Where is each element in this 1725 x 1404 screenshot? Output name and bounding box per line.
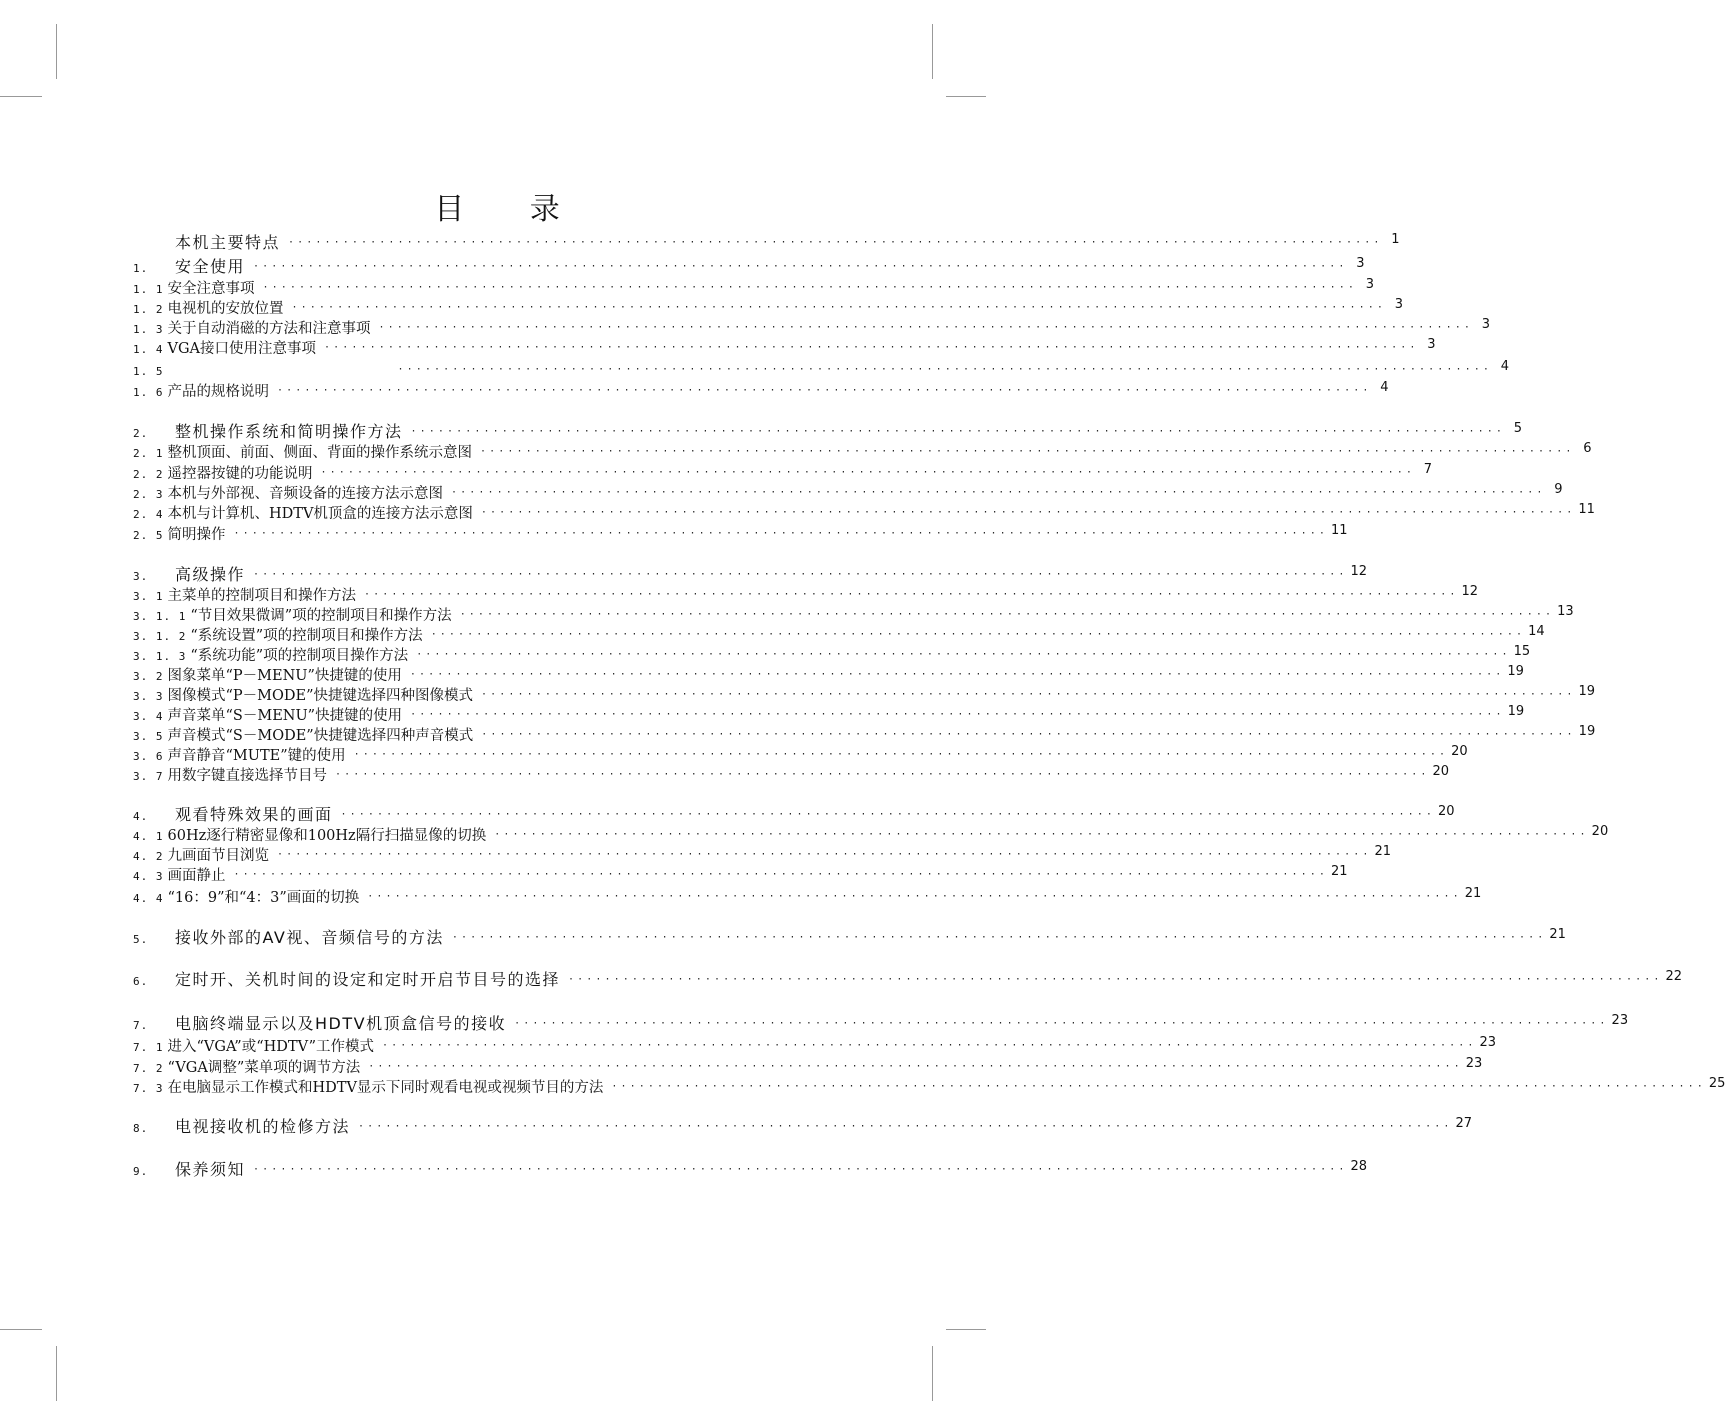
toc-entry xyxy=(133,1035,1497,1056)
toc-leader-dots: ························································································································ xyxy=(320,467,1415,478)
toc-entry-number: 3. 6 xyxy=(133,750,164,763)
toc-entry-page-number: 4 xyxy=(1380,380,1389,395)
toc-entry-title: 图象菜单“P－MENU”快捷键的使用 xyxy=(167,668,402,684)
toc-leader-dots: ························································································································ xyxy=(358,1121,1453,1132)
toc-entry xyxy=(133,584,1479,605)
toc-entry-number: 2. 3 xyxy=(133,488,164,501)
toc-entry xyxy=(133,604,1574,625)
toc-entry-number: 1. xyxy=(133,262,149,275)
toc-entry xyxy=(133,1116,1473,1137)
toc-entry-title: 主菜单的控制项目和操作方法 xyxy=(167,588,356,604)
toc-entry-page-number: 23 xyxy=(1479,1035,1497,1050)
toc-entry xyxy=(133,764,1450,785)
toc-entry xyxy=(133,462,1432,483)
toc-entry-number: 3. 1. 2 xyxy=(133,630,187,643)
toc-entry-page-number: 21 xyxy=(1464,886,1482,901)
toc-entry xyxy=(133,297,1403,318)
toc-entry xyxy=(133,844,1392,865)
toc-entry-page-number: 20 xyxy=(1451,744,1468,759)
toc-entry-page-number: 3 xyxy=(1365,277,1374,292)
toc-entry-page-number: 27 xyxy=(1455,1116,1473,1131)
toc-entry-page-number: 15 xyxy=(1513,644,1531,659)
toc-leader-dots: ························································································································ xyxy=(451,932,1547,943)
toc-leader-dots: ························································································································ xyxy=(233,869,1328,880)
toc-entry-title: 声音菜单“S－MENU”快捷键的使用 xyxy=(167,708,403,724)
toc-entry-page-number: 1 xyxy=(1391,232,1400,247)
crop-mark xyxy=(946,96,986,97)
toc-entry xyxy=(133,969,1683,990)
toc-entry-number: 6. xyxy=(133,975,149,988)
toc-entry-number: 2. 2 xyxy=(133,468,164,481)
crop-mark xyxy=(932,24,933,79)
toc-entry-page-number: 25 xyxy=(1708,1076,1725,1091)
toc-entry-page-number: 4 xyxy=(1500,359,1509,374)
toc-entry-number: 3. 1 xyxy=(133,590,164,603)
toc-entry-title: 进入“VGA”或“HDTV”工作模式 xyxy=(167,1039,374,1055)
toc-entry-number: 3. 2 xyxy=(133,670,164,683)
toc-entry xyxy=(133,421,1522,442)
crop-mark xyxy=(56,1346,57,1401)
toc-entry-number: 4. 3 xyxy=(133,870,164,883)
toc-entry-page-number: 21 xyxy=(1374,844,1392,859)
toc-entry-page-number: 12 xyxy=(1461,584,1479,599)
toc-entry xyxy=(133,1159,1368,1180)
toc-entry-page-number: 22 xyxy=(1665,969,1683,984)
toc-leader-dots: ························································································································ xyxy=(480,507,1576,518)
toc-entry xyxy=(133,277,1374,298)
toc-entry-number: 1. 1 xyxy=(133,283,164,296)
toc-leader-dots: ························································································································ xyxy=(410,426,1505,437)
toc-entry-title: 保养须知 xyxy=(175,1160,246,1179)
toc-entry-number: 7. 2 xyxy=(133,1062,164,1075)
toc-leader-dots: ························································································································ xyxy=(451,487,1546,498)
toc-entry-title: 声音模式“S－MODE”快捷键选择四种声音模式 xyxy=(167,728,474,744)
toc-entry-number: 2. 4 xyxy=(133,508,164,521)
toc-entry-number: 5. xyxy=(133,933,149,946)
toc-entry xyxy=(133,704,1525,725)
toc-entry-page-number: 19 xyxy=(1507,704,1525,719)
toc-entry-title: 声音静音“MUTE”键的使用 xyxy=(167,748,346,764)
toc-entry-title: 在电脑显示工作模式和HDTV显示下同时观看电视或视频节目的方法 xyxy=(167,1080,604,1096)
toc-entry-number: 3. 5 xyxy=(133,730,164,743)
toc-entry xyxy=(133,337,1436,358)
toc-entry-number: 4. 1 xyxy=(133,830,164,843)
toc-entry-number: 3. 1. 1 xyxy=(133,610,187,623)
toc-entry-page-number: 21 xyxy=(1549,927,1566,942)
toc-entry xyxy=(133,502,1595,523)
toc-entry-title: 整机顶面、前面、侧面、背面的操作系统示意图 xyxy=(167,445,472,461)
toc-entry-title: 产品的规格说明 xyxy=(167,384,269,400)
crop-mark xyxy=(0,1329,42,1330)
toc-entry-title: 本机与计算机、HDTV机顶盒的连接方法示意图 xyxy=(167,506,473,522)
toc-entry-number: 3. 7 xyxy=(133,770,164,783)
toc-leader-dots: ························································································································ xyxy=(253,1164,1348,1175)
toc-leader-dots: ························································································································ xyxy=(277,849,1372,860)
toc-entry-number: 1. 5 xyxy=(133,365,164,378)
toc-entry-page-number: 23 xyxy=(1465,1056,1483,1071)
toc-entry-number: 3. 4 xyxy=(133,710,164,723)
toc-entry xyxy=(133,744,1468,765)
toc-leader-dots: ························································································································ xyxy=(367,891,1462,902)
toc-leader-dots: ························································································································ xyxy=(514,1018,1609,1029)
page-title: 目 录 xyxy=(434,192,588,227)
toc-entry-page-number: 19 xyxy=(1578,684,1596,699)
toc-entry-title: “节目效果微调”项的控制项目和操作方法 xyxy=(190,608,452,624)
toc-entry-title: 安全使用 xyxy=(175,257,246,276)
toc-entry xyxy=(133,804,1455,825)
toc-entry-title: 电脑终端显示以及HDTV机顶盒信号的接收 xyxy=(175,1014,507,1033)
toc-entry-number: 1. 4 xyxy=(133,343,164,356)
toc-leader-dots: ························································································································ xyxy=(368,1061,1463,1072)
toc-entry-title: 关于自动消磁的方法和注意事项 xyxy=(167,321,371,337)
toc-entry-page-number: 19 xyxy=(1507,664,1524,679)
toc-entry xyxy=(133,664,1524,685)
toc-entry-title: 图像模式“P－MODE”快捷键选择四种图像模式 xyxy=(167,688,474,704)
toc-leader-dots: ························································································································ xyxy=(291,302,1386,313)
toc-entry xyxy=(133,359,1509,380)
toc-entry-page-number: 20 xyxy=(1432,764,1450,779)
toc-leader-dots: ························································································································ xyxy=(430,629,1526,640)
toc-entry xyxy=(133,441,1592,462)
toc-entry-number: 1. 3 xyxy=(133,323,164,336)
toc-entry-page-number: 3 xyxy=(1427,337,1436,352)
toc-entry-title: 60Hz逐行精密显像和100Hz隔行扫描显像的切换 xyxy=(167,828,487,844)
toc-entry-page-number: 3 xyxy=(1356,256,1365,271)
toc-entry-page-number: 6 xyxy=(1583,441,1592,456)
toc-entry xyxy=(133,927,1566,948)
toc-entry-title: 画面静止 xyxy=(167,868,226,884)
toc-entry xyxy=(133,564,1368,585)
toc-entry-page-number: 13 xyxy=(1557,604,1574,619)
toc-entry-number: 1. 6 xyxy=(133,386,164,399)
toc-entry xyxy=(133,380,1389,401)
toc-leader-dots: ························································································································ xyxy=(397,364,1492,375)
toc-entry-page-number: 11 xyxy=(1330,523,1348,538)
toc-entry xyxy=(133,317,1490,338)
toc-leader-dots: ························································································································ xyxy=(324,342,1419,353)
toc-entry-title: 电视机的安放位置 xyxy=(167,301,284,317)
toc-leader-dots: ························································································································ xyxy=(364,589,1459,600)
toc-entry-title: 定时开、关机时间的设定和定时开启节目号的选择 xyxy=(175,970,561,989)
toc-entry-title: “系统功能”项的控制项目操作方法 xyxy=(190,648,409,664)
toc-entry-title: “VGA调整”菜单项的调节方法 xyxy=(167,1060,361,1076)
toc-leader-dots: ························································································································ xyxy=(568,974,1663,985)
toc-entry-page-number: 7 xyxy=(1423,462,1432,477)
toc-leader-dots: ························································································································ xyxy=(277,385,1372,396)
toc-entry-number: 1. 2 xyxy=(133,303,164,316)
toc-entry-number: 9. xyxy=(133,1165,149,1178)
toc-entry-page-number: 14 xyxy=(1528,624,1545,639)
toc-leader-dots: ························································································································ xyxy=(481,729,1576,740)
toc-entry xyxy=(133,1076,1725,1097)
toc-entry-number xyxy=(133,251,175,253)
toc-entry-number: 3. xyxy=(133,570,149,583)
toc-entry-page-number: 3 xyxy=(1481,317,1490,332)
toc-entry-title: 电视接收机的检修方法 xyxy=(175,1117,351,1136)
toc-entry-title: 简明操作 xyxy=(167,527,226,543)
toc-entry-page-number: 19 xyxy=(1578,724,1596,739)
toc-leader-dots: ························································································································ xyxy=(382,1040,1477,1051)
toc-entry-number: 2. 5 xyxy=(133,529,164,542)
toc-leader-dots: ························································································································ xyxy=(494,829,1589,840)
toc-entry-number: 7. 3 xyxy=(133,1082,164,1095)
toc-entry-page-number: 21 xyxy=(1330,864,1348,879)
toc-entry xyxy=(133,724,1596,745)
toc-entry-number: 2. 1 xyxy=(133,447,164,460)
toc-leader-dots: ························································································································ xyxy=(340,809,1435,820)
toc-entry xyxy=(133,824,1609,845)
toc-entry-page-number: 28 xyxy=(1350,1159,1368,1174)
toc-entry-page-number: 5 xyxy=(1513,421,1522,436)
toc-entry-number: 4. 2 xyxy=(133,850,164,863)
toc-entry xyxy=(133,624,1545,645)
toc-entry xyxy=(133,256,1365,277)
crop-mark xyxy=(0,96,42,97)
toc-leader-dots: ························································································································ xyxy=(335,769,1430,780)
toc-entry-number: 3. 3 xyxy=(133,690,164,703)
toc-entry-number: 2. xyxy=(133,427,149,440)
toc-entry-page-number: 9 xyxy=(1554,482,1563,497)
toc-entry-number: 4. 4 xyxy=(133,892,164,905)
toc-leader-dots: ························································································································ xyxy=(262,282,1357,293)
toc-leader-dots: ························································································································ xyxy=(416,649,1511,660)
toc-entry-number: 7. 1 xyxy=(133,1041,164,1054)
toc-entry xyxy=(133,1013,1629,1034)
toc-entry-page-number: 20 xyxy=(1437,804,1455,819)
toc-entry-title: 接收外部的AV视、音频信号的方法 xyxy=(175,928,444,947)
toc-entry-title: 观看特殊效果的画面 xyxy=(175,805,333,824)
toc-entry-title: 本机与外部视、音频设备的连接方法示意图 xyxy=(167,486,443,502)
toc-leader-dots: ························································································································ xyxy=(233,528,1328,539)
toc-entry-title: 用数字键直接选择节目号 xyxy=(167,768,327,784)
toc-leader-dots: ························································································································ xyxy=(410,709,1505,720)
toc-entry-page-number: 12 xyxy=(1350,564,1368,579)
toc-entry-title: VGA接口使用注意事项 xyxy=(167,341,317,357)
crop-mark xyxy=(56,24,57,79)
toc-leader-dots: ························································································································ xyxy=(378,322,1473,333)
toc-entry-page-number: 23 xyxy=(1611,1013,1629,1028)
toc-entry-number: 7. xyxy=(133,1019,149,1032)
toc-entry xyxy=(133,684,1596,705)
toc-entry-title: 安全注意事项 xyxy=(167,281,255,297)
toc-entry-number: 8. xyxy=(133,1122,149,1135)
toc-entry-number: 4. xyxy=(133,810,149,823)
toc-leader-dots: ························································································································ xyxy=(409,669,1505,680)
toc-entry-title: 九画面节目浏览 xyxy=(167,848,269,864)
crop-mark xyxy=(946,1329,986,1330)
toc-entry-number: 3. 1. 3 xyxy=(133,650,187,663)
toc-entry-title: 遥控器按键的功能说明 xyxy=(167,466,313,482)
toc-leader-dots: ························································································································ xyxy=(253,261,1348,272)
toc-leader-dots: ························································································································ xyxy=(353,749,1449,760)
toc-entry xyxy=(133,523,1348,544)
toc-leader-dots: ························································································································ xyxy=(288,237,1383,248)
toc-entry-title: 本机主要特点 xyxy=(175,233,281,252)
toc-leader-dots: ························································································································ xyxy=(480,446,1575,457)
toc-leader-dots: ························································································································ xyxy=(611,1081,1706,1092)
toc-entry xyxy=(133,232,1400,253)
toc-entry-title: “系统设置”项的控制项目和操作方法 xyxy=(190,628,423,644)
toc-leader-dots: ························································································································ xyxy=(481,689,1576,700)
toc-entry xyxy=(133,1056,1483,1077)
toc-entry xyxy=(133,886,1482,907)
toc-entry xyxy=(133,864,1348,885)
toc-leader-dots: ························································································································ xyxy=(253,569,1348,580)
toc-entry-page-number: 11 xyxy=(1578,502,1595,517)
toc-entry xyxy=(133,644,1531,665)
toc-entry-title: “16：9”和“4：3”画面的切换 xyxy=(167,890,360,906)
toc-entry-title: 整机操作系统和简明操作方法 xyxy=(175,422,403,441)
toc-entry-page-number: 20 xyxy=(1591,824,1609,839)
toc-entry-page-number: 3 xyxy=(1394,297,1403,312)
toc-leader-dots: ························································································································ xyxy=(459,609,1555,620)
crop-mark xyxy=(932,1346,933,1401)
toc-entry xyxy=(133,482,1563,503)
toc-entry-title: 高级操作 xyxy=(175,565,246,584)
